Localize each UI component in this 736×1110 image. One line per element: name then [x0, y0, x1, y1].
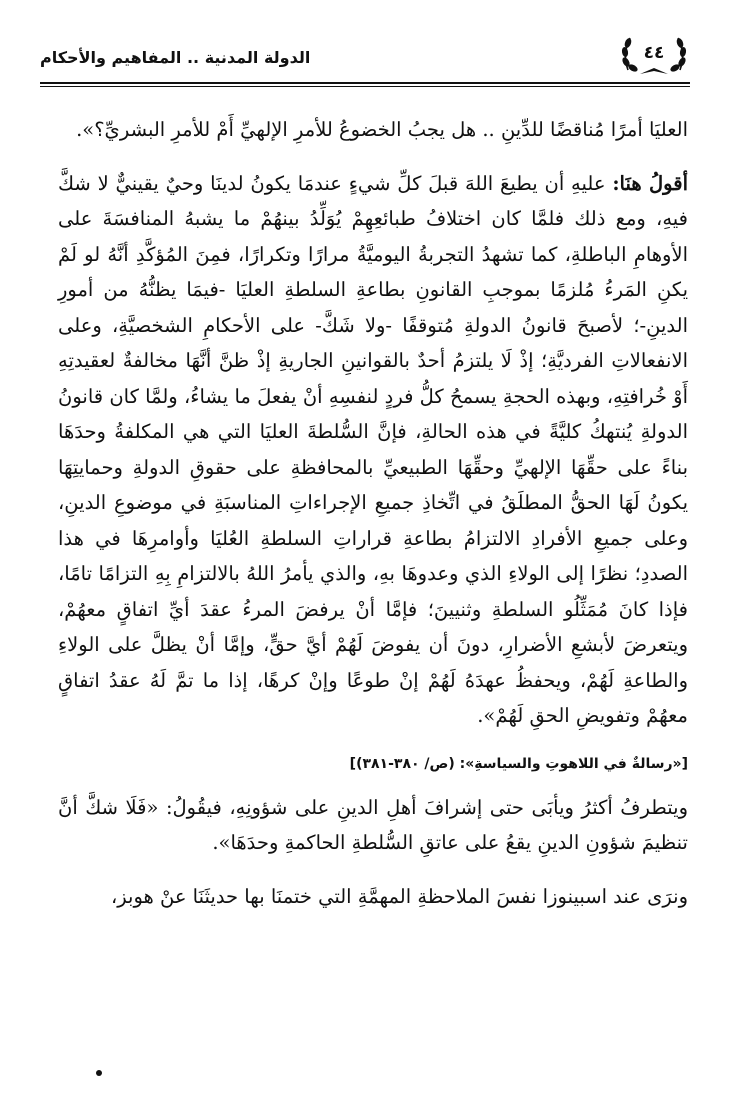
header-divider-thin [40, 86, 690, 87]
page-header [40, 30, 690, 88]
paragraph: ويتطرفُ أكثرُ ويأبَى حتى إشرافَ أهلِ الدينِ على شؤونِهِ، فيقُولُ: «فَلَا شكَّ أنَّ تنظيمَ شؤونِ الدينِ يقعُ على عاتقِ السُّلطةِ الحاكمةِ وحدَهَا». [58, 795, 688, 854]
paragraph: العليَا أمرًا مُناقضًا للدِّينِ .. هل يجبُ الخضوعُ للأمرِ الإلهيِّ أَمْ للأمرِ البشريِّ؟». [76, 118, 688, 141]
paragraph-text: عليهِ أن يطيعَ اللهَ قبلَ كلِّ شيءٍ عندمَا يكونُ لدينَا وحيٌ يقينيٌّ لا شكَّ فيهِ، ومع ذلك فلمَّا كان اختلافُ طبائعِهِمْ يُوَلِّدُ بينهُمْ ما يشبهُ المنافسَةَ على الأوهامِ الباطلةِ، كما تشهدُ التجربةُ اليوميَّةُ مرارًا وتكرارًا، فمِنَ المُؤكَّدِ أنَّهُ لو لَمْ يكنِ المَرءُ مُلزمًا بموجبِ القانونِ بطاعةِ السلطةِ العليَا -فيمَا يظنُّهُ من أمورِ الدينِ-؛ لأصبحَ قانونُ الدولةِ مُتوقفًا -ولا شَكَّ- على الأحكامِ الشخصيَّةِ، وعلى الانفعالاتِ الفرديَّةِ؛ إذْ لَا يلتزمُ أحدٌ بالقوانينِ الجاريةِ إذْ ظنَّ أنَّهَا مخالفةٌ لعقيدتِهِ أَوْ خُرافتِهِ، وبهذه الحجةِ يسمحُ كلُّ فردٍ لنفسِهِ أنْ يفعلَ ما يشاءُ، ولمَّا كان قانونُ الدولةِ يُنتهكُ كليَّةً في هذه الحالةِ، فإنَّ السُّلطةَ العليَا التي هي المكلفةُ وحدَهَا بناءً على حقِّهَا الإلهيِّ وحقِّهَا الطبيعيِّ بالمحافظةِ على حقوقِ الدولةِ وحمايتِهَا يكونُ لَهَا الحقُّ المطلَقُ في اتِّخاذِ جميعِ الإجراءاتِ المناسبَةِ في موضوعِ الدينِ، وعلى جميعِ الأفرادِ الالتزامُ بطاعةِ قراراتِ السلطةِ العُليَا وأوامرِهَا في هذا الصددِ؛ نظرًا إلى الولاءِ الذي وعدوهَا بهِ، والذي يأمرُ اللهُ بالالتزامِ بِهِ التزامًا تامًا، فإذا كانَ مُمَثِّلُو السلطةِ وثنيينَ؛ فإمَّا أنْ يرفضَ المرءُ عقدَ أيِّ اتفاقٍ معهُمْ، ويتعرضَ لأبشعِ الأضرارِ، دونَ أن يفوضَ لَهُمْ أيَّ حقٍّ، وإمَّا أنْ يظلَّ على الولاءِ والطاعةِ لَهُمْ، ويحفظُ عهدَهُ لَهُمْ إنْ طوعًا وإنْ كرهًا، إذا ما تمَّ لَهُ عقدُ اتفاقٍ معهُمْ وتفويضِ الحقِ لَهُمْ». [58, 171, 688, 727]
paragraph: ونرَى عند اسبينوزا نفسَ الملاحظةِ المهمَّةِ التي ختمنَا بها حديثَنَا عنْ هوبز، [110, 884, 688, 908]
page-number: ٤٤ [643, 43, 665, 63]
paragraph [58, 166, 688, 734]
running-title: الدولة المدنية .. المفاهيم والأحكام [40, 48, 311, 67]
page-dot [96, 1070, 102, 1076]
citation: [«رسالةٌ في اللاهوتِ والسياسةِ»: (ص/ ٣٨٠-٣٨١)] [349, 755, 688, 772]
header-divider [40, 82, 690, 84]
page-body [58, 112, 688, 914]
paragraph-lead: أقولُ هنَا: [612, 171, 688, 195]
